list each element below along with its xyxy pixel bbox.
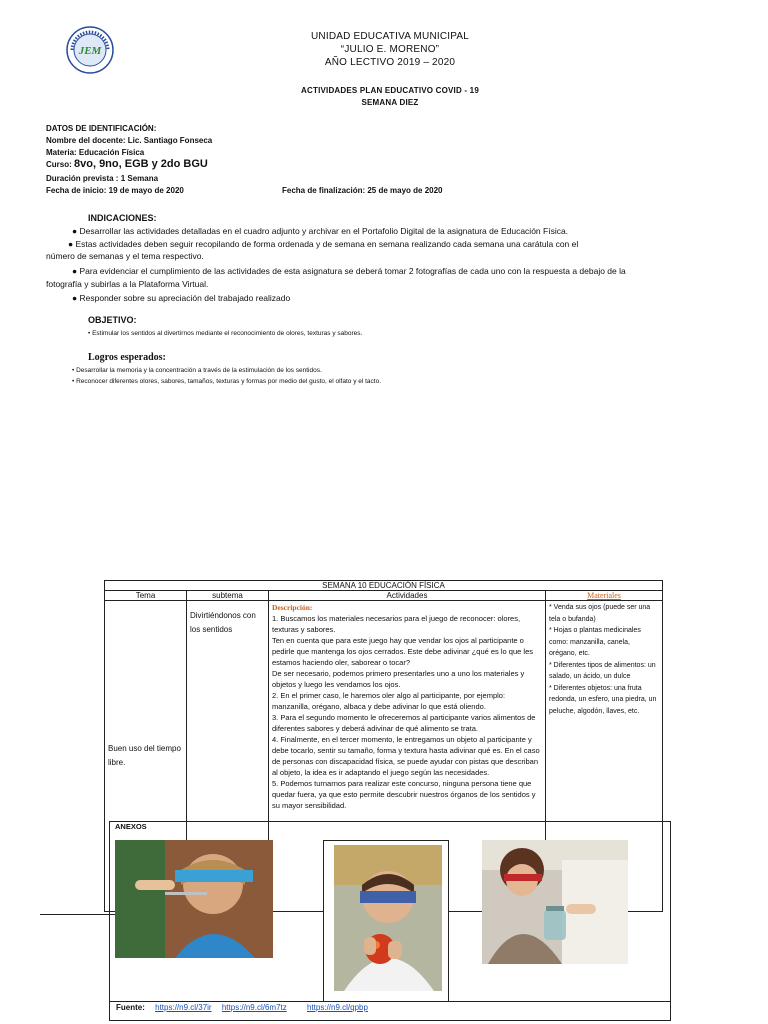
doc-title: ACTIVIDADES PLAN EDUCATIVO COVID - 19 xyxy=(301,86,479,95)
indicacion-2: ● Estas actividades deben seguir recopilando de forma ordenada y de semana en semana realizando cada semana una carátula con el xyxy=(68,239,579,249)
material-item: * Venda sus ojos (puede ser una tela o bufanda) xyxy=(549,604,651,623)
doc-subtitle: SEMANA DIEZ xyxy=(361,98,419,107)
fuente-link-3[interactable]: https://n9.cl/qpbp xyxy=(307,1003,368,1012)
photo-girl-tasting xyxy=(115,840,273,958)
logros-title: Logros esperados: xyxy=(88,352,166,363)
fuente-link-1[interactable]: https://n9.cl/37ir xyxy=(155,1003,212,1012)
col-header-actividades: Actividades xyxy=(269,591,546,601)
curso-label: Curso: xyxy=(46,160,74,169)
subtema-cell: Divirtiéndonos con los sentidos xyxy=(187,601,269,912)
indicaciones-title: INDICACIONES: xyxy=(88,213,157,223)
school-logo xyxy=(66,26,114,74)
ident-heading: DATOS DE IDENTIFICACIÓN: xyxy=(46,124,157,133)
activity-step: 1. Buscamos los materiales necesarios para el juego de reconocer: olores, texturas y sabores. xyxy=(272,614,521,634)
logo-text: JEM xyxy=(78,45,102,57)
indicacion-3: ● Para evidenciar el cumplimiento de las actividades de esta asignatura se deberá tomar 2 fotografías de cada uno con la respuesta a debajo de la xyxy=(72,266,626,276)
objetivo-title: OBJETIVO: xyxy=(88,315,137,325)
material-item: * Hojas o plantas medicinales como: manzanilla, canela, orégano, etc. xyxy=(549,627,641,657)
activity-step: De ser necesario, podemos primero presentarles uno a uno los materiales y objetos y luego les vendamos los ojos. xyxy=(272,669,525,689)
material-item: * Diferentes objetos: una fruta redonda, un esfero, una piedra, un peluche, algodón, llaves, etc. xyxy=(549,684,657,715)
school-subname: “JULIO E. MORENO” xyxy=(340,44,440,55)
fuente-label: Fuente: xyxy=(116,1003,145,1012)
col-header-tema: Tema xyxy=(105,591,187,601)
activity-step: 2. En el primer caso, le haremos oler algo al participante, por ejemplo: manzanilla, orégano, albaca y debe adivinar lo que está oliendo. xyxy=(272,691,506,711)
indicacion-4: ● Responder sobre su apreciación del trabajado realizado xyxy=(72,293,291,303)
indicacion-2-cont: número de semanas y el tema respectivo. xyxy=(46,251,204,261)
fuente-row xyxy=(116,1003,368,1012)
photo-boy-fruit xyxy=(334,845,442,991)
objetivo-text: • Estimular los sentidos al divertirnos mediante el reconocimiento de olores, texturas y sabores. xyxy=(88,330,363,337)
logro-1: • Desarrollar la memoria y la concentración a través de la estimulación de los sentidos. xyxy=(72,367,322,374)
col-header-materiales: Materiales xyxy=(546,591,663,601)
school-year: AÑO LECTIVO 2019 – 2020 xyxy=(324,57,456,68)
ident-materia: Materia: Educación Física xyxy=(46,148,145,157)
fuente-link-2[interactable]: https://n9.cl/6m7tz xyxy=(221,1003,287,1012)
indicacion-3-cont: fotografía y subirlas a la Plataforma Virtual. xyxy=(46,279,209,289)
activity-step: Ten en cuenta que para este juego hay que vendar los ojos al participante o pedirle que mantenga los ojos cerrados. Este debe adivinar ¿qué es lo que les estamos haciendo oler, saborear o tocar? xyxy=(272,636,533,667)
activity-step: 5. Podemos turnarnos para realizar este concurso, ninguna persona tiene que quedar fuera, ya que esto permite descubrir nuestros órganos de los sentidos y su mayor sensibilidad. xyxy=(272,779,536,810)
ident-docente: Nombre del docente: Lic. Santiago Fonseca xyxy=(46,136,213,145)
curso-value: 8vo, 9no, EGB y 2do BGU xyxy=(74,158,208,170)
col-header-subtema: subtema xyxy=(187,591,269,601)
ident-fin: Fecha de finalización: 25 de mayo de 2020 xyxy=(282,186,443,195)
school-name: UNIDAD EDUCATIVA MUNICIPAL xyxy=(311,31,469,42)
anexos-label: ANEXOS xyxy=(115,822,147,831)
ident-duracion: Duración prevista : 1 Semana xyxy=(46,174,159,183)
activity-step: 3. Para el segundo momento le ofreceremos al participante varios alimentos de diferentes sabores y deberá adivinar de qué alimento se trata. xyxy=(272,713,536,733)
tema-cell: Buen uso del tiempo libre. xyxy=(105,601,187,912)
photo-boy-fruit-frame xyxy=(323,840,449,1002)
activity-step: 4. Finalmente, en el tercer momento, le entregamos un objeto al participante y debe tocarlo, sentir su tamaño, forma y textura hasta adivinar qué es. En el caso de personas con discapacidad física, se puede ayudar con pistas que describan al objeto, la idea es ir adaptando el juego según las necesidades. xyxy=(272,735,540,777)
ident-inicio: Fecha de inicio: 19 de mayo de 2020 xyxy=(46,186,184,195)
ident-curso xyxy=(46,158,208,171)
divider-line xyxy=(40,914,120,915)
material-item: * Diferentes tipos de alimentos: un salado, un ácido, un dulce xyxy=(549,661,656,680)
photo-kids-jar xyxy=(482,840,628,964)
descripcion-label: Descripción: xyxy=(272,603,313,612)
table-title: SEMANA 10 EDUCACIÓN FÍSICA xyxy=(105,581,663,591)
indicacion-1: ● Desarrollar las actividades detalladas en el cuadro adjunto y archivar en el Portafolio Digital de la asignatura de Educación Física. xyxy=(72,226,569,236)
logro-2: • Reconocer diferentes olores, sabores, tamaños, texturas y formas por medio del gusto, el olfato y el tacto. xyxy=(72,378,382,385)
